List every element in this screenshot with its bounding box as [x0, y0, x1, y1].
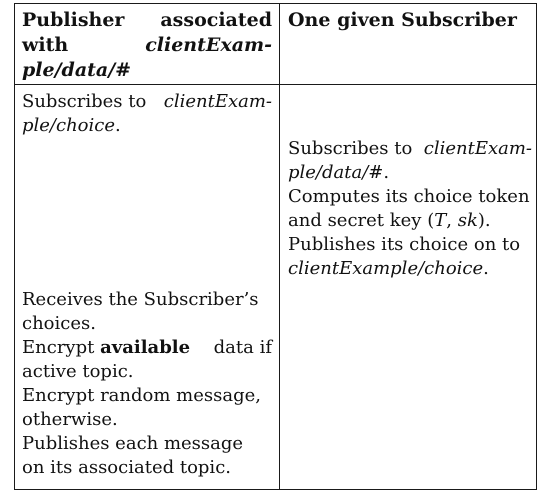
step-text: Receives the Subscriber’s: [22, 289, 259, 310]
subscriber-step-publish: [288, 233, 532, 281]
step-text: on its associated topic.: [22, 457, 231, 478]
step-text: choices.: [22, 313, 96, 334]
header-publisher-line2: [22, 33, 272, 58]
step-text: data if: [213, 337, 272, 358]
step-line: [22, 336, 272, 360]
step-topic-italic: clientExam-: [163, 91, 272, 112]
step-bold-word: available: [100, 337, 191, 358]
step-text: .: [483, 258, 489, 279]
step-text: otherwise.: [22, 409, 118, 430]
step-text: Subscribes to: [22, 91, 147, 112]
subscriber-step-subscribe: [288, 137, 532, 185]
header-word: Publisher: [22, 9, 125, 31]
step-text: Encrypt random message,: [22, 385, 261, 406]
step-line: [288, 137, 532, 161]
step-topic-italic: ple/data/#: [288, 162, 384, 183]
math-symbol: sk: [457, 210, 478, 231]
column-divider: [279, 4, 280, 489]
step-text: Publishes its choice on to: [288, 234, 521, 255]
header-divider: [15, 84, 536, 85]
step-line: [22, 432, 272, 456]
step-line: [22, 90, 272, 114]
step-topic-italic: clientExample/choice: [288, 258, 484, 279]
header-subscriber: [288, 8, 532, 33]
step-text: .: [383, 162, 390, 183]
protocol-table: [14, 3, 537, 490]
step-text: Computes its choice token: [288, 186, 530, 207]
step-line: [288, 257, 532, 281]
publisher-step-encrypt-available: [22, 336, 272, 384]
header-word: associated: [160, 9, 272, 31]
header-subscriber-text: One given Subscriber: [288, 9, 517, 31]
step-topic-italic: ple/choice: [22, 115, 115, 136]
header-topic-italic: ple/data/#: [22, 59, 132, 81]
step-line: [288, 209, 532, 233]
publisher-step-publish: [22, 432, 272, 480]
subscriber-step-compute: [288, 185, 532, 233]
step-line: [288, 161, 532, 185]
step-text: Publishes each message: [22, 433, 244, 454]
header-publisher-line1: [22, 8, 272, 33]
step-text: ).: [477, 210, 491, 231]
step-line: [22, 114, 272, 138]
header-word: with: [22, 34, 69, 56]
publisher-step-encrypt-random: [22, 384, 272, 432]
step-line-group: [22, 336, 190, 360]
math-symbol: T: [434, 210, 447, 231]
header-publisher-line3: [22, 58, 272, 83]
publisher-step-subscribe: [22, 90, 272, 138]
step-text: ,: [446, 210, 458, 231]
header-topic-italic: clientExam-: [145, 34, 272, 56]
step-text: and secret key (: [288, 210, 435, 231]
step-text: active topic.: [22, 361, 134, 382]
step-text: Encrypt: [22, 337, 101, 358]
step-topic-italic: clientExam-: [423, 138, 532, 159]
publisher-step-receive: [22, 288, 272, 336]
header-publisher: [22, 8, 272, 83]
step-text: .: [115, 115, 121, 136]
step-text: Subscribes to: [288, 138, 413, 159]
